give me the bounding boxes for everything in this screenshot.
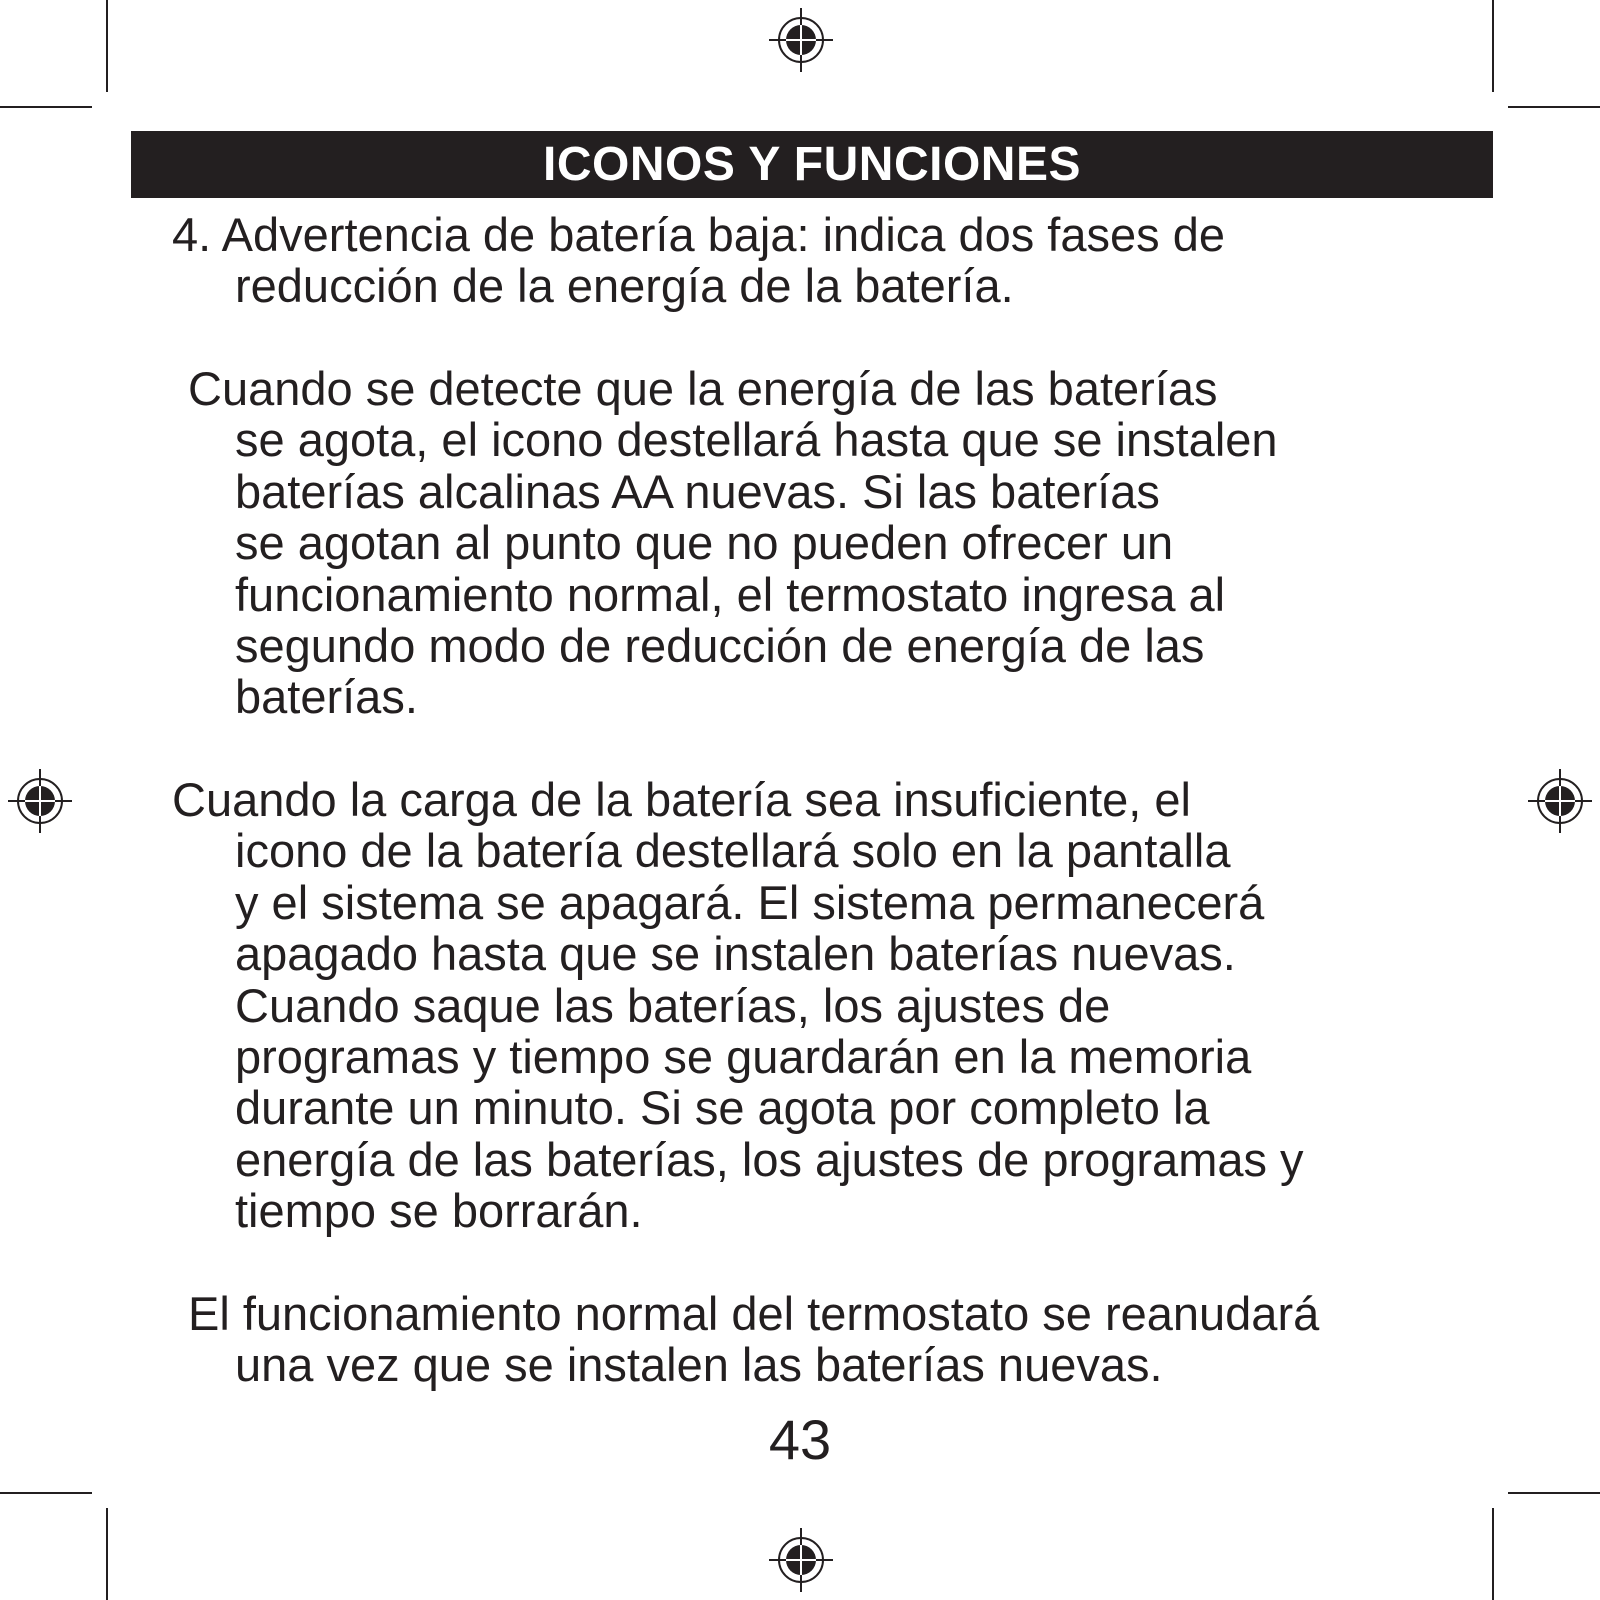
crop-mark-top-left-vertical [106,0,108,92]
text-line: tiempo se borrarán. [235,1184,643,1238]
text-line: y el sistema se apagará. El sistema permanecerá [235,875,1265,929]
text-line: Cuando se detecte que la energía de las baterías [188,362,1218,415]
text-line: Cuando saque las baterías, los ajustes de [235,978,1111,1032]
text-line: El funcionamiento normal del termostato se reanudará [188,1287,1320,1340]
text-line: Cuando la carga de la batería sea insuficiente, el [172,773,1191,826]
text-line: reducción de la energía de la batería. [235,259,1014,313]
crop-mark-top-right-vertical [1492,0,1494,92]
page-number: 43 [768,1408,832,1471]
text-line: una vez que se instalen las baterías nuevas. [235,1338,1163,1392]
paragraph-low-battery-warning [0,209,1600,312]
text-line: energía de las baterías, los ajustes de programas y [235,1132,1304,1186]
crop-mark-top-left-horizontal [0,106,92,108]
text-line: baterías. [235,670,418,724]
paragraph-normal-operation [0,1288,1600,1391]
text-line: baterías alcalinas AA nuevas. Si las baterías [235,464,1160,518]
text-line: durante un minuto. Si se agota por completo la [235,1081,1210,1135]
text-line: apagado hasta que se instalen baterías nuevas. [235,927,1236,981]
crop-mark-bottom-right-vertical [1492,1508,1494,1600]
crop-mark-bottom-left-vertical [106,1508,108,1600]
text-line: segundo modo de reducción de energía de las [235,619,1205,673]
section-header-bar [131,131,1493,198]
paragraph-battery-depleting [0,363,1600,723]
text-line: 4. Advertencia de batería baja: indica dos fases de [172,208,1225,261]
text-line: funcionamiento normal, el termostato ingresa al [235,567,1226,621]
crop-mark-bottom-right-horizontal [1508,1492,1600,1494]
section-title: ICONOS Y FUNCIONES [543,138,1081,191]
registration-target-icon [769,1528,833,1592]
registration-target-icon [769,8,833,72]
text-line: se agota, el icono destellará hasta que se instalen [235,413,1278,467]
text-line: icono de la batería destellará solo en la pantalla [235,824,1231,878]
text-line: programas y tiempo se guardarán en la memoria [235,1030,1252,1084]
crop-mark-top-right-horizontal [1508,106,1600,108]
crop-mark-bottom-left-horizontal [0,1492,92,1494]
paragraph-insufficient-charge [0,774,1600,1237]
text-line: se agotan al punto que no pueden ofrecer un [235,516,1174,570]
